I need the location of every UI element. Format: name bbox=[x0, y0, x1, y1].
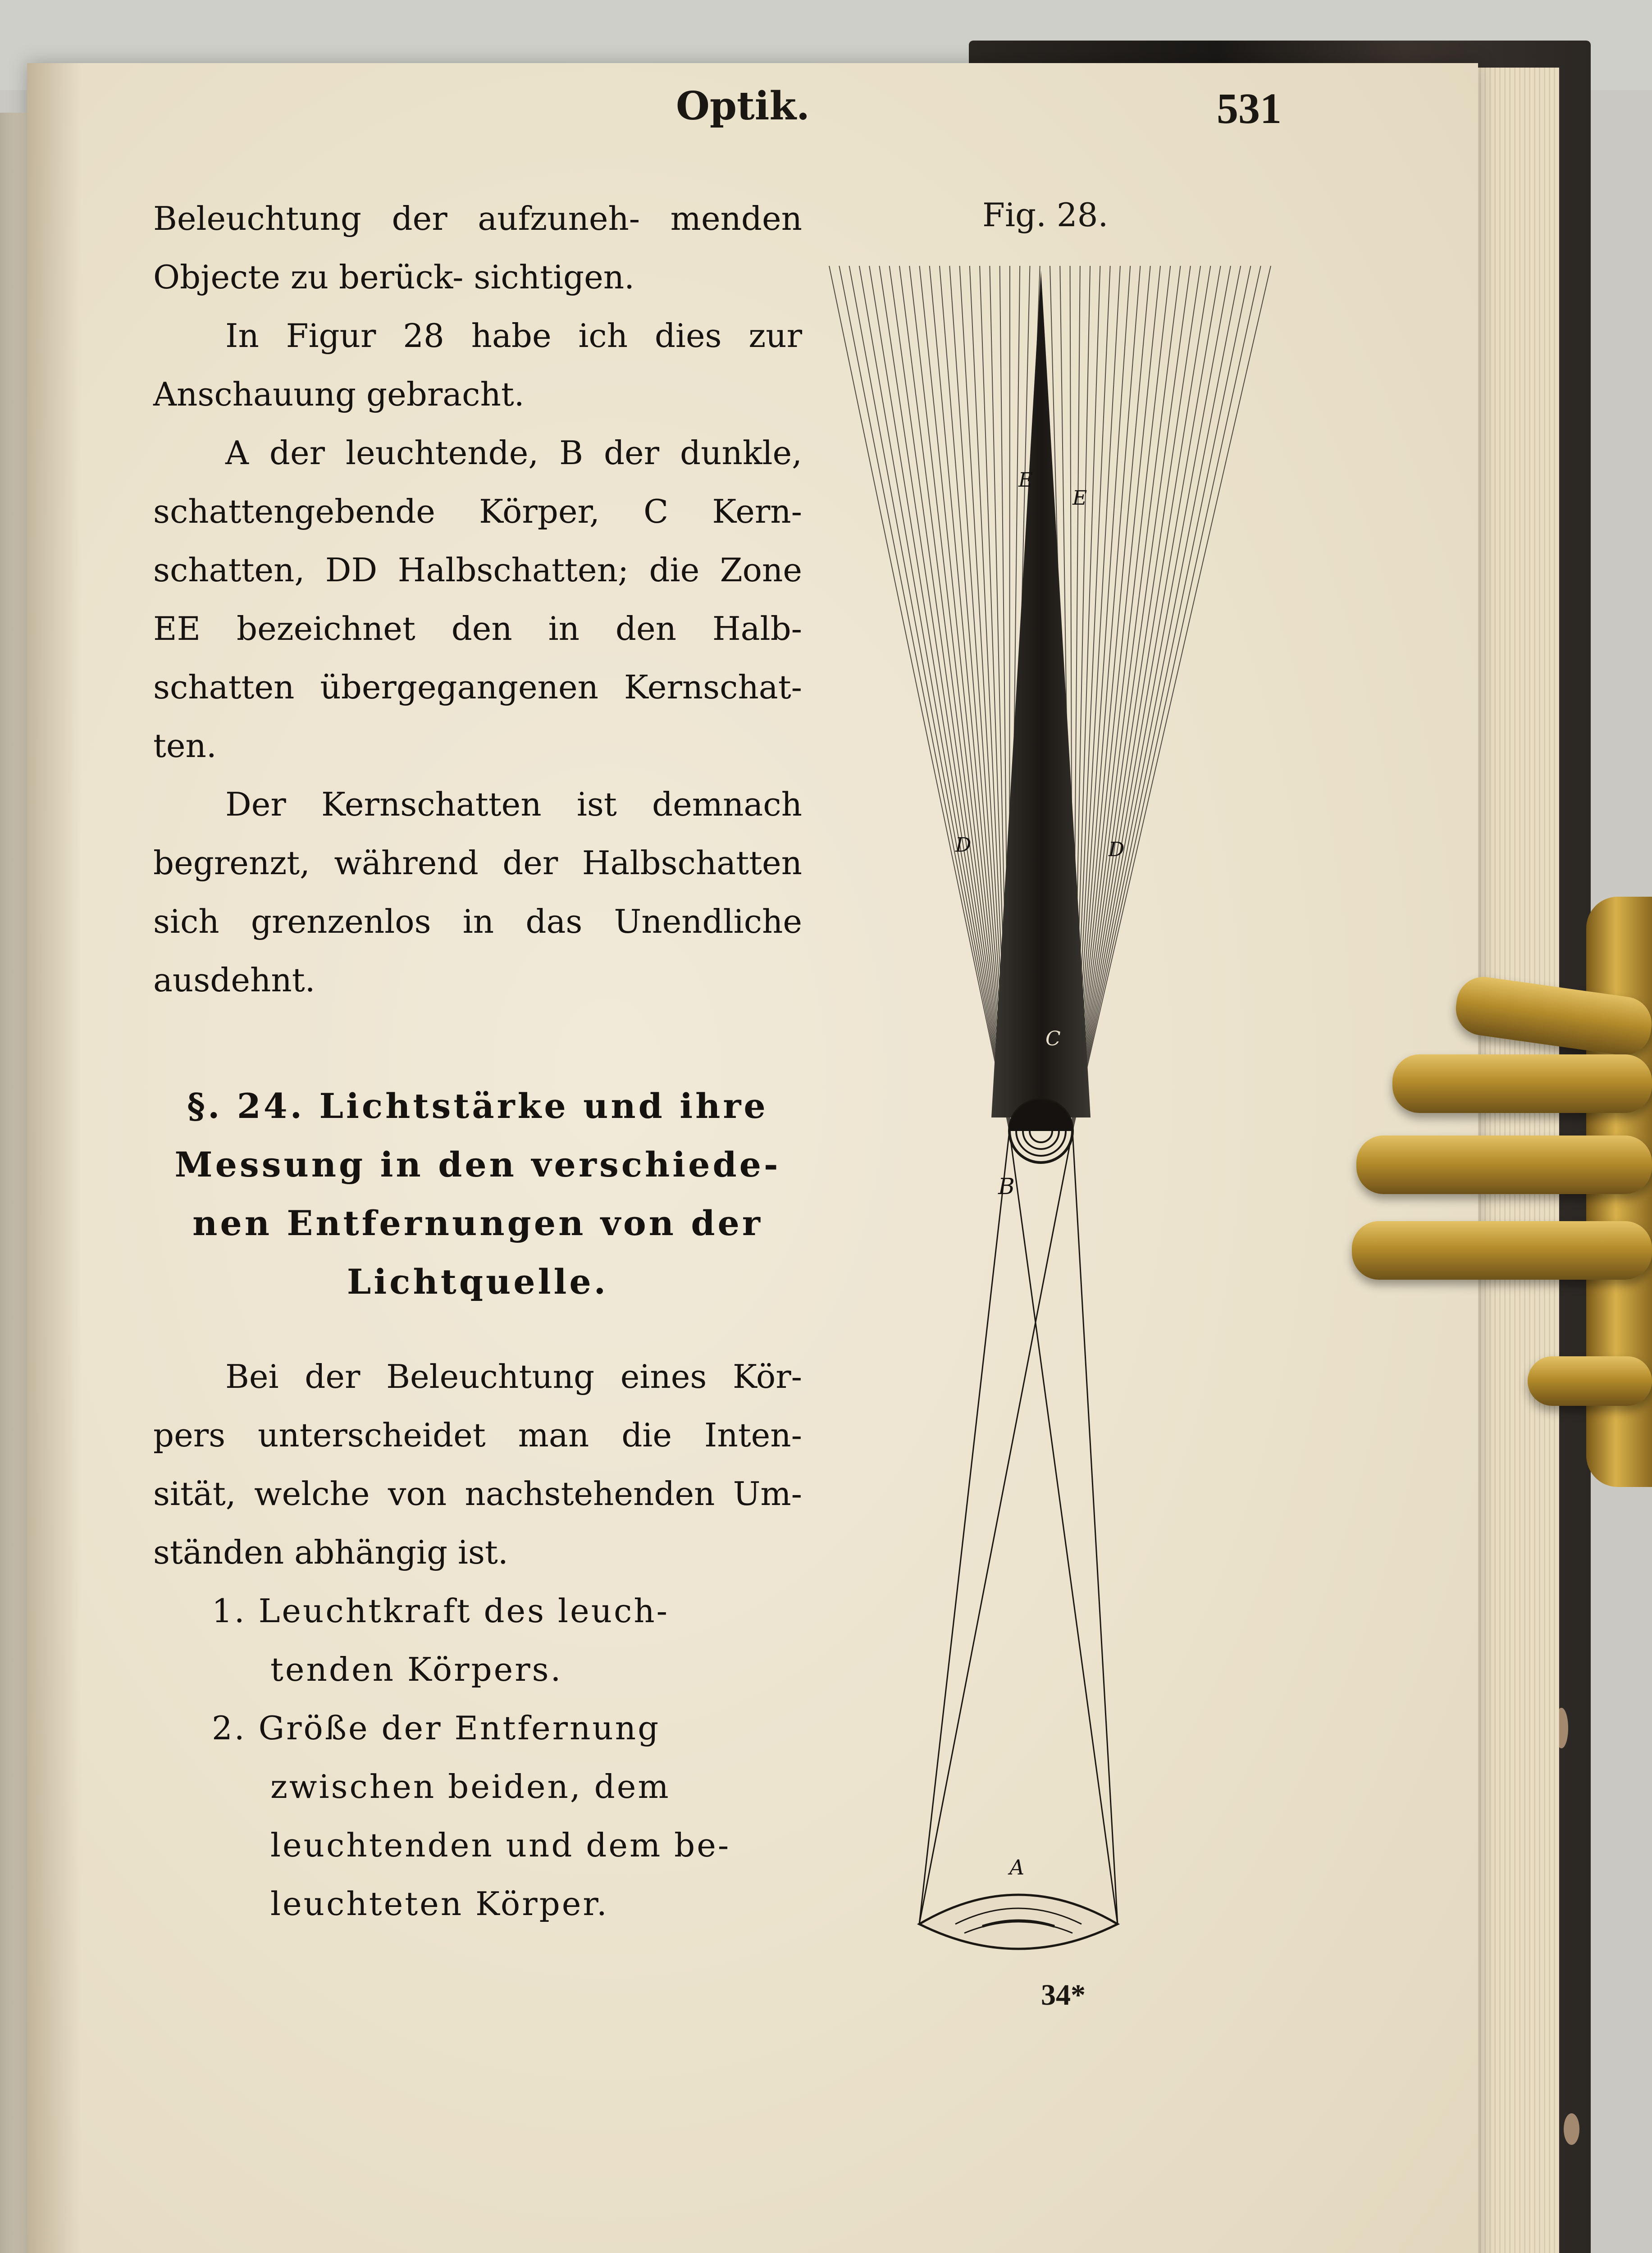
page-holder-finger bbox=[1528, 1356, 1652, 1406]
label-d-right: D bbox=[1109, 838, 1125, 861]
page-number: 531 bbox=[1217, 84, 1282, 132]
page-holder-finger bbox=[1356, 1136, 1652, 1194]
label-e-right: E bbox=[1072, 487, 1087, 510]
label-d-left: D bbox=[955, 834, 972, 857]
page-holder-finger bbox=[1352, 1221, 1652, 1280]
shadow-diagram bbox=[820, 261, 1298, 1992]
section-heading: §. 24. Lichtstärke und ihre Messung in den verschiede- nen Entfernungen von der Lichtquelle. bbox=[174, 1086, 781, 1302]
list-item: 2. Größe der Entfernung zwischen beiden, dem leuchtenden und dem be- leuchteten Körper. bbox=[212, 1709, 731, 1923]
opaque-body bbox=[1009, 1099, 1072, 1163]
label-c: C bbox=[1045, 1027, 1061, 1050]
list-item: 1. Leuchtkraft des leuch- tenden Körpers. bbox=[212, 1592, 670, 1688]
gutter-shade bbox=[27, 63, 81, 2253]
signature-mark: 34* bbox=[1041, 1979, 1086, 2011]
paragraph-2: In Figur 28 habe ich dies zur Anschauung gebracht. bbox=[153, 317, 802, 413]
paragraph-1: Beleuchtung der aufzuneh- menden Objecte zu berück- sichtigen. bbox=[153, 200, 802, 296]
paragraph-5: Bei der Beleuchtung eines Kör- pers unterscheidet man die Inten- sität, welche von nachstehenden Um- ständen abhängig ist. bbox=[153, 1358, 802, 1571]
label-a: A bbox=[1009, 1855, 1025, 1879]
paragraph-4: Der Kernschatten ist demnach begrenzt, während der Halbschatten sich grenzenlos in das Unendliche ausdehnt. bbox=[153, 785, 802, 999]
light-rays bbox=[919, 1131, 1118, 1924]
page-holder-finger bbox=[1392, 1054, 1652, 1113]
text-column bbox=[153, 189, 802, 1933]
luminous-body bbox=[919, 1895, 1118, 1949]
label-b: B bbox=[998, 1173, 1015, 1199]
umbra-cone bbox=[991, 270, 1091, 1117]
running-head-title: Optik. bbox=[676, 83, 810, 129]
paragraph-3: A der leuchtende, B der dunkle, schattengebende Körper, C Kern- schatten, DD Halbschatten; die Zone EE bezeichnet den in den Halb- schatten übergegangenen Kernschat- ten. bbox=[153, 434, 802, 765]
figure-caption: Fig. 28. bbox=[982, 196, 1109, 234]
label-e-left: E bbox=[1018, 469, 1033, 492]
factor-list bbox=[153, 1582, 802, 1933]
